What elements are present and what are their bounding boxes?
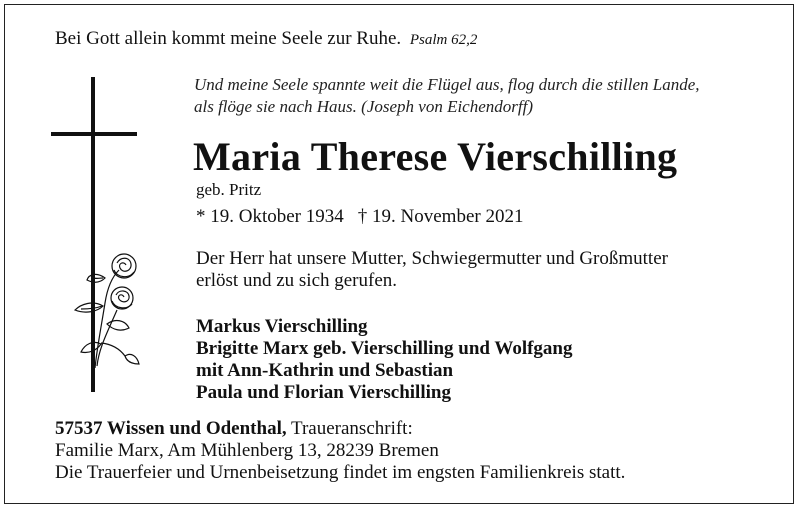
poem-quote bbox=[194, 74, 700, 118]
motto-reference: Psalm 62,2 bbox=[409, 32, 478, 48]
obituary-notice bbox=[4, 4, 794, 504]
quote-line: als flöge sie nach Haus. (Joseph von Eichendorff) bbox=[194, 97, 533, 116]
mourner-line: Brigitte Marx geb. Vierschilling und Wolfgang bbox=[196, 338, 573, 359]
deceased-name: Maria Therese Vierschilling bbox=[193, 134, 678, 179]
death-date: † 19. November 2021 bbox=[357, 206, 524, 227]
life-dates bbox=[196, 206, 523, 228]
mourner-line: mit Ann-Kathrin und Sebastian bbox=[196, 360, 454, 381]
roses-icon bbox=[67, 248, 147, 373]
mourners-list bbox=[196, 316, 573, 404]
mourning-address: Familie Marx, Am Mühlenberg 13, 28239 Bremen bbox=[55, 440, 439, 461]
mourner-line: Markus Vierschilling bbox=[196, 316, 368, 337]
footer-location-line bbox=[55, 418, 625, 440]
mourner-line: Paula und Florian Vierschilling bbox=[196, 382, 451, 403]
address-label: Traueranschrift: bbox=[291, 418, 413, 439]
footer-location: 57537 Wissen und Odenthal, bbox=[55, 418, 287, 439]
footer bbox=[55, 418, 625, 484]
message-line: erlöst und zu sich gerufen. bbox=[196, 270, 398, 291]
message-line: Der Herr hat unsere Mutter, Schwiegermutter und Großmutter bbox=[196, 248, 668, 269]
ceremony-note: Die Trauerfeier und Urnenbeisetzung findet im engsten Familienkreis statt. bbox=[55, 462, 626, 483]
cross-beam-horizontal bbox=[51, 132, 137, 136]
birth-date: * 19. Oktober 1934 bbox=[196, 206, 344, 227]
motto-text: Bei Gott allein kommt meine Seele zur Ruhe. bbox=[55, 28, 402, 49]
notice-message bbox=[196, 248, 668, 292]
motto bbox=[55, 28, 477, 50]
birth-name: geb. Pritz bbox=[196, 180, 262, 199]
quote-line: Und meine Seele spannte weit die Flügel aus, flog durch die stillen Lande, bbox=[194, 75, 700, 94]
